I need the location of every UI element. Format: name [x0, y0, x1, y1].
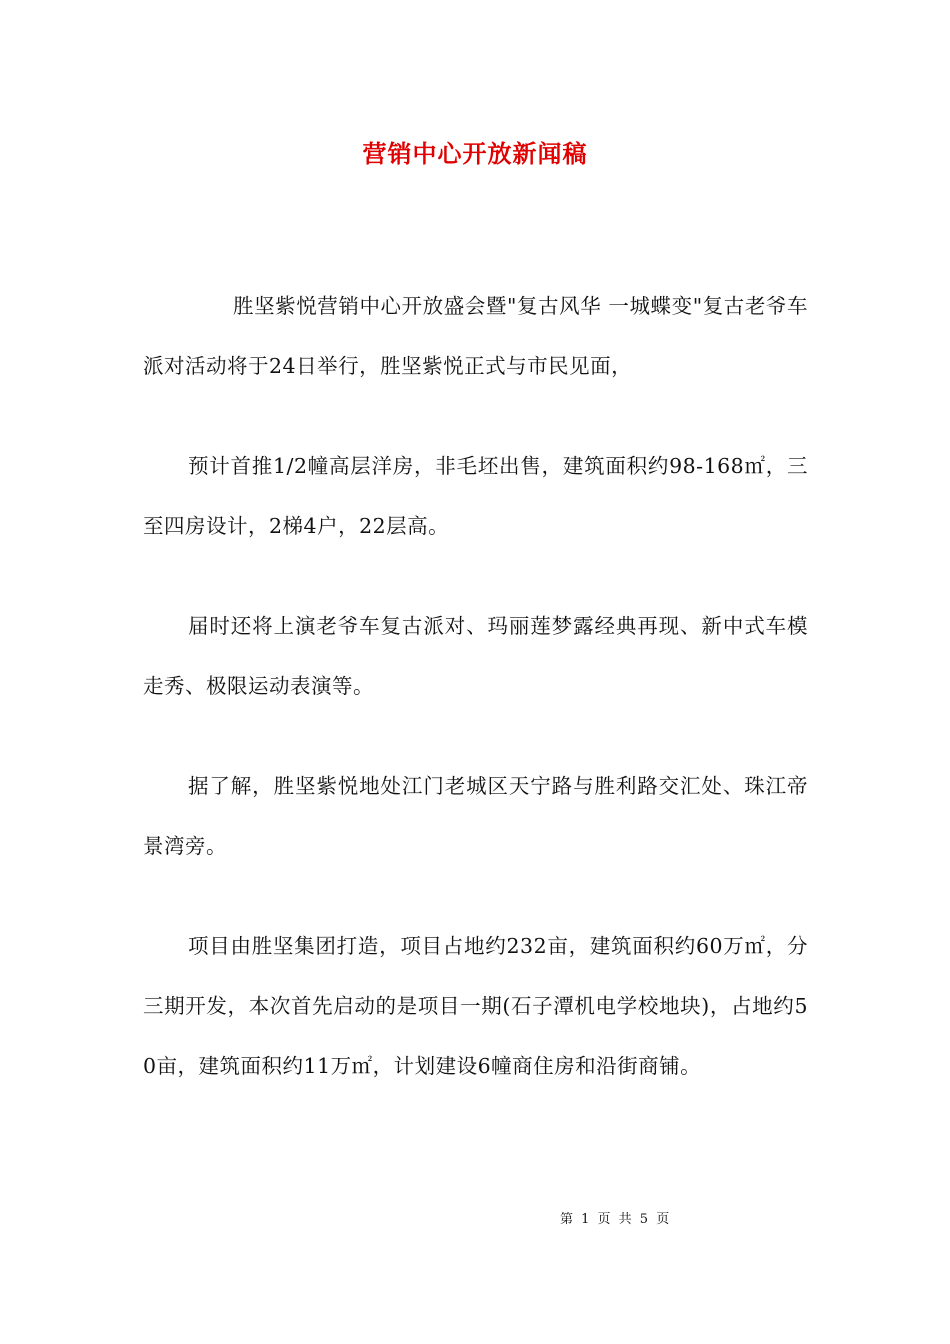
paragraph-2: 预计首推1/2幢高层洋房，非毛坯出售，建筑面积约98-168㎡，三至四房设计，2梯4户，22层高。 — [143, 454, 808, 538]
paragraph-3: 届时还将上演老爷车复古派对、玛丽莲梦露经典再现、新中式车模走秀、极限运动表演等。 — [143, 614, 808, 698]
paragraph-4: 据了解，胜坚紫悦地处江门老城区天宁路与胜利路交汇处、珠江帝景湾旁。 — [143, 774, 808, 858]
document-body — [143, 276, 808, 1136]
paragraph-5: 项目由胜坚集团打造，项目占地约232亩，建筑面积约60万㎡，分三期开发，本次首先启动的是项目一期(石子潭机电学校地块)，占地约50亩，建筑面积约11万㎡，计划建设6幢商住房和沿街商铺。 — [143, 934, 808, 1078]
document-title: 营销中心开放新闻稿 — [362, 139, 588, 168]
page-number-footer: 第 1 页 共 5 页 — [560, 1212, 672, 1227]
paragraph-1: 胜坚紫悦营销中心开放盛会暨"复古风华 一城蝶变"复古老爷车派对活动将于24日举行，胜坚紫悦正式与市民见面， — [143, 294, 808, 378]
